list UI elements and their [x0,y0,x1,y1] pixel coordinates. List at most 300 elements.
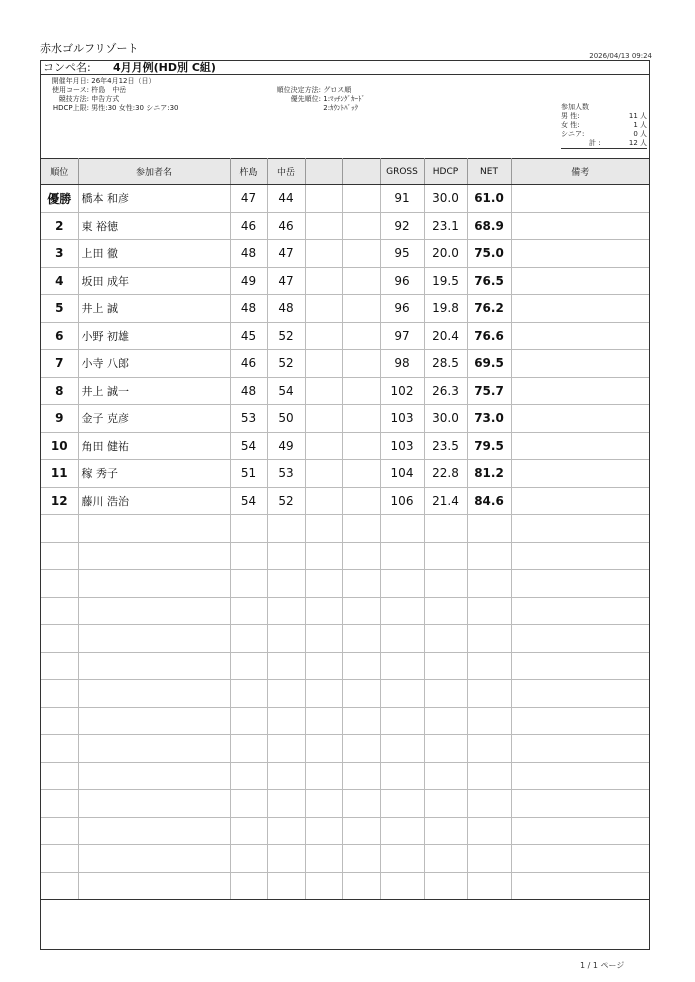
kishima-score-cell: 47 [230,185,267,213]
player-name-cell: 金子 克彦 [78,405,230,433]
nakadake-score-cell: 52 [267,487,305,515]
empty-cell [467,515,511,543]
empty-cell [342,652,380,680]
empty-cell [267,845,305,873]
kishima-score-cell: 54 [230,432,267,460]
place-cell: 7 [41,350,78,378]
kishima-score-cell: 48 [230,295,267,323]
kishima-score-cell: 54 [230,487,267,515]
empty-cell [380,570,424,598]
blank-cell [305,487,342,515]
empty-cell [305,625,342,653]
empty-cell [230,817,267,845]
nakadake-score-cell: 44 [267,185,305,213]
player-name-cell: 坂田 成年 [78,267,230,295]
note-cell [511,460,649,488]
empty-cell [230,735,267,763]
empty-cell [511,707,649,735]
player-name-cell: 井上 誠 [78,295,230,323]
empty-cell [424,652,467,680]
empty-cell [305,735,342,763]
blank-cell [342,322,380,350]
empty-cell [305,680,342,708]
empty-row [41,817,649,845]
net-cell: 76.5 [467,267,511,295]
net-cell: 69.5 [467,350,511,378]
empty-cell [342,597,380,625]
kishima-score-cell: 51 [230,460,267,488]
total-count: 12 人 [628,139,647,147]
hdcp-cell: 23.5 [424,432,467,460]
gross-cell: 106 [380,487,424,515]
table-header [41,159,649,185]
empty-cell [380,762,424,790]
blank-cell [342,487,380,515]
blank-cell [305,267,342,295]
ranking-info [261,86,365,113]
col-nakadake-header: 中岳 [267,159,305,185]
empty-cell [380,515,424,543]
net-cell: 75.7 [467,377,511,405]
participant-count [561,103,647,149]
table-row [41,350,649,378]
place-cell: 8 [41,377,78,405]
kishima-score-cell: 46 [230,212,267,240]
empty-cell [230,652,267,680]
blank-cell [305,295,342,323]
col-net-header: NET [467,159,511,185]
competition-label: コンペ名: [43,61,91,74]
nakadake-score-cell: 47 [267,267,305,295]
nakadake-score-cell: 46 [267,212,305,240]
empty-cell [380,652,424,680]
empty-cell [41,680,78,708]
gross-cell: 103 [380,432,424,460]
place-cell: 10 [41,432,78,460]
club-name: 赤水ゴルフリゾート [40,42,139,55]
table-row [41,377,649,405]
place-cell: 優勝 [41,185,78,213]
empty-cell [267,542,305,570]
note-cell [511,350,649,378]
empty-row [41,790,649,818]
empty-cell [41,625,78,653]
page-number: 1 / 1 ページ [580,961,625,970]
note-cell [511,405,649,433]
empty-cell [380,597,424,625]
empty-row [41,570,649,598]
blank-cell [342,295,380,323]
empty-cell [41,515,78,543]
empty-row [41,515,649,543]
competition-name: 4月月例(HD別 C組) [113,61,216,74]
empty-row [41,735,649,763]
gross-cell: 102 [380,377,424,405]
empty-cell [380,872,424,900]
gross-cell: 92 [380,212,424,240]
net-cell: 79.5 [467,432,511,460]
empty-cell [342,817,380,845]
empty-cell [41,542,78,570]
hdcp-cell: 30.0 [424,405,467,433]
gross-cell: 97 [380,322,424,350]
empty-cell [305,790,342,818]
net-cell: 81.2 [467,460,511,488]
empty-cell [467,542,511,570]
nakadake-score-cell: 54 [267,377,305,405]
col-place-header: 順位 [41,159,78,185]
empty-cell [380,790,424,818]
empty-cell [424,542,467,570]
empty-cell [230,872,267,900]
empty-row [41,680,649,708]
empty-cell [424,817,467,845]
nakadake-score-cell: 53 [267,460,305,488]
empty-row [41,707,649,735]
col-hdcp-header: HDCP [424,159,467,185]
empty-cell [267,652,305,680]
hdcp-limit-value: 男性:30 女性:30 シニア:30 [91,104,179,112]
empty-cell [305,707,342,735]
gross-cell: 96 [380,267,424,295]
empty-cell [41,707,78,735]
kishima-score-cell: 45 [230,322,267,350]
empty-cell [511,872,649,900]
empty-cell [424,597,467,625]
empty-cell [230,625,267,653]
table-row [41,240,649,268]
blank-cell [342,267,380,295]
empty-cell [467,762,511,790]
gross-cell: 91 [380,185,424,213]
empty-row [41,872,649,900]
empty-cell [511,570,649,598]
blank-cell [305,460,342,488]
empty-cell [41,790,78,818]
blank-cell [305,377,342,405]
printed-timestamp: 2026/04/13 09:24 [589,52,652,60]
empty-cell [41,735,78,763]
empty-cell [305,845,342,873]
event-info [47,77,178,113]
empty-cell [467,872,511,900]
empty-cell [467,570,511,598]
player-name-cell: 上田 徹 [78,240,230,268]
blank-cell [342,405,380,433]
empty-cell [230,597,267,625]
empty-cell [230,680,267,708]
table-row [41,295,649,323]
net-cell: 75.0 [467,240,511,268]
empty-cell [230,515,267,543]
empty-cell [380,625,424,653]
col-note-header: 備考 [511,159,649,185]
empty-cell [267,707,305,735]
empty-cell [380,735,424,763]
blank-cell [305,212,342,240]
col-blank-2-header [342,159,380,185]
place-cell: 2 [41,212,78,240]
empty-cell [342,845,380,873]
place-cell: 9 [41,405,78,433]
net-cell: 76.6 [467,322,511,350]
empty-cell [230,542,267,570]
empty-cell [305,515,342,543]
empty-row [41,652,649,680]
empty-cell [424,790,467,818]
col-name-header: 参加者名 [78,159,230,185]
empty-cell [467,790,511,818]
note-cell [511,240,649,268]
place-cell: 12 [41,487,78,515]
empty-cell [342,542,380,570]
empty-cell [467,652,511,680]
results-table [41,158,649,900]
gross-cell: 104 [380,460,424,488]
nakadake-score-cell: 50 [267,405,305,433]
place-cell: 11 [41,460,78,488]
col-blank-1-header [305,159,342,185]
player-name-cell: 稼 秀子 [78,460,230,488]
empty-cell [380,817,424,845]
kishima-score-cell: 48 [230,377,267,405]
empty-cell [467,817,511,845]
table-row [41,322,649,350]
hdcp-cell: 19.8 [424,295,467,323]
empty-cell [342,707,380,735]
empty-cell [78,707,230,735]
hdcp-cell: 20.0 [424,240,467,268]
empty-cell [424,515,467,543]
empty-cell [467,597,511,625]
empty-cell [230,845,267,873]
player-name-cell: 小寺 八郎 [78,350,230,378]
empty-cell [230,790,267,818]
empty-cell [78,652,230,680]
blank-cell [342,460,380,488]
empty-cell [424,762,467,790]
empty-cell [305,570,342,598]
place-cell: 5 [41,295,78,323]
empty-cell [267,515,305,543]
gross-cell: 103 [380,405,424,433]
empty-cell [267,790,305,818]
empty-cell [511,597,649,625]
table-row [41,460,649,488]
blank-cell [305,185,342,213]
empty-cell [342,570,380,598]
empty-cell [41,845,78,873]
gross-cell: 96 [380,295,424,323]
empty-cell [41,872,78,900]
empty-cell [380,680,424,708]
note-cell [511,185,649,213]
net-cell: 76.2 [467,295,511,323]
priority-1: 1:ﾏｯﾁﾝｸﾞｶｰﾄﾞ [323,95,366,103]
empty-cell [267,570,305,598]
empty-cell [267,625,305,653]
empty-cell [78,680,230,708]
blank-cell [305,405,342,433]
date-label: 開催年月日: [51,77,89,85]
empty-cell [511,735,649,763]
table-row [41,487,649,515]
col-gross-header: GROSS [380,159,424,185]
empty-cell [267,735,305,763]
ranking-value: グロス順 [323,86,352,94]
player-name-cell: 藤川 浩治 [78,487,230,515]
course-value: 杵島 中岳 [91,86,127,94]
empty-row [41,762,649,790]
empty-cell [424,680,467,708]
blank-cell [342,350,380,378]
hdcp-cell: 26.3 [424,377,467,405]
hdcp-cell: 19.5 [424,267,467,295]
empty-cell [342,515,380,543]
empty-cell [424,707,467,735]
empty-cell [511,515,649,543]
note-cell [511,377,649,405]
empty-cell [267,872,305,900]
note-cell [511,487,649,515]
female-label: 女 性: [561,121,580,129]
empty-cell [78,817,230,845]
col-kishima-header: 杵島 [230,159,267,185]
net-cell: 68.9 [467,212,511,240]
empty-cell [467,680,511,708]
empty-cell [41,817,78,845]
empty-cell [424,625,467,653]
kishima-score-cell: 49 [230,267,267,295]
player-name-cell: 小野 初雄 [78,322,230,350]
empty-cell [380,845,424,873]
empty-cell [305,872,342,900]
female-count: 1 人 [633,121,647,129]
empty-cell [305,542,342,570]
nakadake-score-cell: 52 [267,350,305,378]
note-cell [511,267,649,295]
empty-cell [467,845,511,873]
empty-row [41,542,649,570]
empty-cell [41,597,78,625]
male-count: 11 人 [628,112,647,120]
hdcp-limit-label: HDCP上限: [52,104,89,112]
empty-cell [342,872,380,900]
ranking-label: 順位決定方法: [276,86,321,94]
empty-cell [342,790,380,818]
table-row [41,267,649,295]
empty-cell [467,625,511,653]
place-cell: 3 [41,240,78,268]
empty-cell [467,707,511,735]
note-cell [511,322,649,350]
hdcp-cell: 23.1 [424,212,467,240]
empty-cell [424,845,467,873]
empty-cell [511,625,649,653]
nakadake-score-cell: 47 [267,240,305,268]
place-cell: 6 [41,322,78,350]
blank-cell [342,185,380,213]
empty-cell [78,515,230,543]
blank-cell [305,240,342,268]
empty-cell [511,790,649,818]
empty-cell [380,707,424,735]
empty-cell [41,570,78,598]
blank-cell [342,212,380,240]
date-value: 26年4月12日（日） [91,77,156,85]
nakadake-score-cell: 52 [267,322,305,350]
total-label: 計 : [589,139,601,147]
empty-cell [78,790,230,818]
note-cell [511,212,649,240]
empty-cell [230,707,267,735]
empty-cell [78,542,230,570]
empty-row [41,597,649,625]
hdcp-cell: 20.4 [424,322,467,350]
blank-cell [342,240,380,268]
empty-cell [342,680,380,708]
hdcp-cell: 30.0 [424,185,467,213]
empty-cell [511,762,649,790]
table-row [41,432,649,460]
empty-cell [78,625,230,653]
empty-cell [511,845,649,873]
empty-cell [267,680,305,708]
blank-cell [342,432,380,460]
senior-label: シニア: [561,130,585,138]
net-cell: 61.0 [467,185,511,213]
priority-2: 2:ｶｳﾝﾄﾊﾞｯｸ [323,104,359,112]
empty-cell [267,597,305,625]
blank-cell [342,377,380,405]
gross-cell: 95 [380,240,424,268]
empty-cell [305,652,342,680]
hdcp-cell: 28.5 [424,350,467,378]
empty-cell [78,762,230,790]
method-label: 競技方法: [58,95,89,103]
empty-cell [78,570,230,598]
player-name-cell: 橋本 和彦 [78,185,230,213]
empty-cell [267,817,305,845]
blank-cell [305,432,342,460]
empty-cell [78,735,230,763]
nakadake-score-cell: 48 [267,295,305,323]
empty-cell [78,597,230,625]
male-label: 男 性: [561,112,580,120]
hdcp-cell: 22.8 [424,460,467,488]
player-name-cell: 角田 健祐 [78,432,230,460]
empty-cell [78,872,230,900]
empty-cell [230,570,267,598]
kishima-score-cell: 48 [230,240,267,268]
empty-cell [424,735,467,763]
note-cell [511,295,649,323]
course-label: 使用コース: [51,86,89,94]
empty-cell [424,570,467,598]
table-row [41,405,649,433]
empty-cell [305,597,342,625]
empty-cell [511,680,649,708]
net-cell: 73.0 [467,405,511,433]
place-cell: 4 [41,267,78,295]
hdcp-cell: 21.4 [424,487,467,515]
empty-cell [41,762,78,790]
results-sheet [40,60,650,950]
empty-cell [511,542,649,570]
blank-cell [305,322,342,350]
empty-cell [511,652,649,680]
empty-cell [380,542,424,570]
